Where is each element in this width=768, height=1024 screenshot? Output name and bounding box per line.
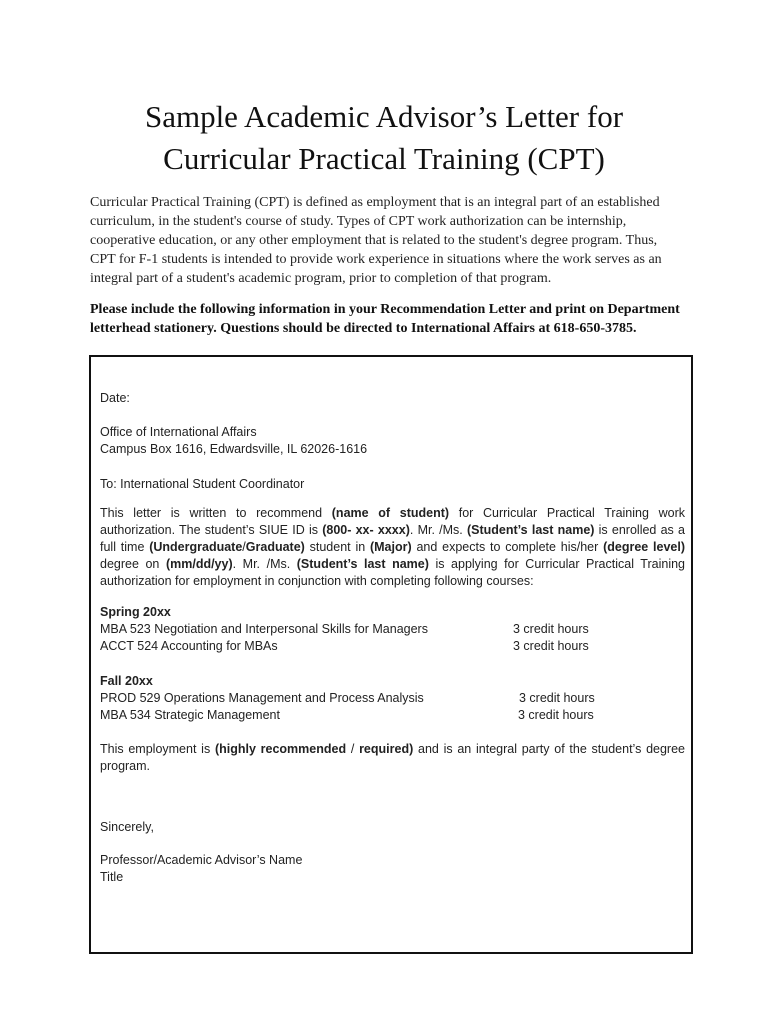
letter-body xyxy=(100,505,685,590)
title-line-2: Curricular Practical Training (CPT) xyxy=(163,141,605,176)
instruction-notice xyxy=(90,300,690,338)
title-line-1: Sample Academic Advisor’s Letter for xyxy=(144,99,624,134)
document-title xyxy=(0,96,768,180)
spring-courses xyxy=(100,604,685,655)
course-name: MBA 523 Negotiation and Interpersonal Skills for Managers xyxy=(100,622,428,636)
intro-line: curriculum, in the student's course of study. Types of CPT work authorization can be internship, xyxy=(90,214,627,229)
intro-line: Curricular Practical Training (CPT) is defined as employment that is an integral part of an established xyxy=(90,195,660,210)
letter-signature xyxy=(100,852,685,886)
signer-title: Title xyxy=(100,870,124,884)
letter-closing: Sincerely, xyxy=(100,820,154,834)
course-name: ACCT 524 Accounting for MBAs xyxy=(100,639,278,653)
body-line: authorization. The student’s SIUE ID is (800- xx- xxxx). Mr. /Ms. (Student’s last name) is enrolled as a xyxy=(100,523,685,537)
employment-line: program. xyxy=(100,759,151,773)
intro-line: CPT for F-1 students is intended to provide work experience in situations where the work serves as an xyxy=(90,252,662,267)
signer-name: Professor/Academic Advisor’s Name xyxy=(100,853,303,867)
letter-recipient: To: International Student Coordinator xyxy=(100,477,305,491)
employment-line: This employment is (highly recommended / required) and is an integral party of the student’s degree xyxy=(100,742,685,756)
letter-date: Date: xyxy=(100,391,130,405)
letter-address: Campus Box 1616, Edwardsville, IL 62026-1616 xyxy=(100,442,368,456)
employment-statement xyxy=(100,741,685,775)
course-row xyxy=(100,707,685,724)
body-line: authorization for employment in conjunction with completing following courses: xyxy=(100,574,534,588)
spring-heading: Spring 20xx xyxy=(100,605,171,619)
course-hours: 3 credit hours xyxy=(513,622,589,636)
course-name: PROD 529 Operations Management and Process Analysis xyxy=(100,691,424,705)
course-row xyxy=(100,621,685,638)
course-hours: 3 credit hours xyxy=(513,639,589,653)
fall-courses xyxy=(100,673,685,724)
intro-paragraph xyxy=(90,193,682,288)
fall-heading: Fall 20xx xyxy=(100,674,153,688)
course-hours: 3 credit hours xyxy=(519,691,595,705)
letter-office: Office of International Affairs Campus Box 1616, Edwardsville, IL 62026-1616 xyxy=(100,424,685,458)
intro-line: integral part of a student's academic program, prior to completion of that program. xyxy=(90,271,552,286)
notice-line-2: letterhead stationery. Questions should be directed to International Affairs at 618-650-3785. xyxy=(90,321,637,336)
course-name: MBA 534 Strategic Management xyxy=(100,708,280,722)
notice-line-1: Please include the following information in your Recommendation Letter and print on Department xyxy=(90,302,680,317)
course-hours: 3 credit hours xyxy=(518,708,594,722)
intro-line: cooperative education, or any other employment that is related to the student's degree program. Thus, xyxy=(90,233,658,248)
course-row xyxy=(100,690,685,707)
body-line: full time (Undergraduate/Graduate) student in (Major) and expects to complete his/her (degree level) xyxy=(100,540,686,554)
body-line: This letter is written to recommend (name of student) for Curricular Practical Training work xyxy=(100,506,686,520)
body-line: degree on (mm/dd/yy). Mr. /Ms. (Student’s last name) is applying for Curricular Practical Training xyxy=(100,557,686,571)
course-row xyxy=(100,638,685,655)
